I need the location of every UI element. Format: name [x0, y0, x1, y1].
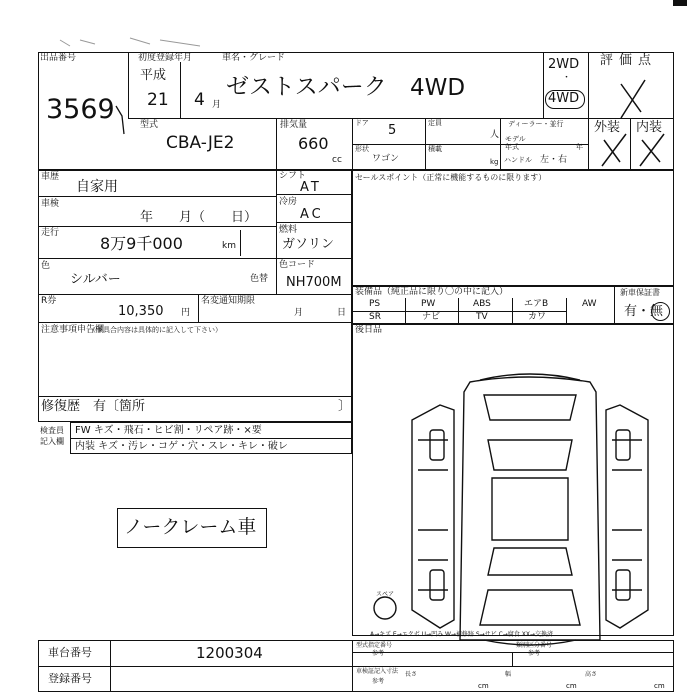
- handle-label: ハンドル: [504, 156, 532, 164]
- notes-sub: （不具合内容は具体的に記入して下さい）: [89, 326, 222, 334]
- repair-label: 修復歴 有〔箇所: [41, 399, 146, 414]
- length-unit: cm: [478, 682, 489, 690]
- reg-month: 4: [194, 90, 205, 110]
- height-unit: cm: [654, 682, 665, 690]
- fw-row: FW キズ・飛石・ヒビ割・リペア跡・×要: [75, 425, 262, 436]
- month-unit: 月: [212, 100, 222, 110]
- color-label: 色: [41, 261, 51, 271]
- notes-label: 注意事項申告欄: [41, 325, 105, 335]
- model-name: ゼストスパーク: [226, 74, 387, 100]
- load-label: 積載: [428, 145, 442, 153]
- displacement-label: 排気量: [280, 120, 308, 130]
- ac-value: AC: [300, 207, 324, 222]
- inspection-value: 年 月（ 日）: [140, 210, 258, 225]
- width-label: 幅: [505, 671, 512, 678]
- mileage-label: 走行: [41, 228, 60, 238]
- recycle-label: R券: [41, 296, 57, 306]
- rear-label: 後日品: [355, 325, 383, 335]
- equip-navi: ナビ: [422, 312, 441, 322]
- drive-type: 4WD: [410, 75, 466, 101]
- year-unit: 年: [576, 143, 583, 151]
- history-value: 自家用: [76, 179, 118, 195]
- color-code-value: NH700M: [286, 275, 342, 290]
- ref2: 参考: [528, 650, 541, 657]
- load-unit: kg: [490, 158, 499, 166]
- displacement-value: 660: [298, 134, 329, 153]
- color-value: シルバー: [70, 272, 121, 287]
- dealer-label: ディーラー・並行: [508, 120, 564, 128]
- opt-4wd: 4WD: [548, 91, 580, 106]
- equip-airbag: エアB: [524, 299, 549, 309]
- name-deadline-month: 月: [294, 308, 304, 318]
- ac-label: 冷房: [279, 197, 298, 207]
- shift-label: シフト: [279, 171, 307, 181]
- model-year-label: モデル 年式: [505, 135, 526, 151]
- shift-value: AT: [300, 180, 322, 195]
- inspector-label: 検査員 記入欄: [40, 426, 64, 446]
- sales-point-label: セールスポイント（正常に機能するものに限ります）: [355, 173, 547, 182]
- mileage-value: 8万9千000: [100, 234, 183, 253]
- equip-leather: カワ: [528, 312, 547, 322]
- lot-number: 3569: [46, 94, 115, 125]
- fuel-value: ガソリン: [282, 237, 335, 252]
- opt-dot: ・: [562, 73, 572, 83]
- recycle-value: 10,350: [118, 304, 164, 319]
- category-label: 類別区分番号: [516, 642, 553, 649]
- displacement-unit: cc: [332, 155, 342, 165]
- type-label: 型式: [140, 120, 159, 130]
- capacity-label: 定員: [428, 119, 442, 127]
- int-row: 内装 キズ・汚レ・コゲ・穴・スレ・キレ・破レ: [75, 441, 288, 452]
- repair-close: 〕: [338, 399, 352, 414]
- width-unit: cm: [566, 682, 577, 690]
- doors-label: ドア: [355, 119, 369, 127]
- warranty-label: 新車保証書: [620, 288, 660, 297]
- inspection-label: 車検: [41, 199, 60, 209]
- interior-label: 内装: [636, 120, 663, 135]
- fuel-label: 燃料: [279, 225, 298, 235]
- reg-label: 登録番号: [48, 672, 92, 685]
- color-code-label: 色コード: [279, 260, 316, 270]
- handle-value: 左・右: [540, 155, 568, 165]
- equipment-label: 装備品（純正品に限り〇の中に記入）: [355, 287, 509, 297]
- score-label: 評価点: [600, 53, 658, 68]
- length-label: 長さ: [405, 671, 418, 678]
- exterior-label: 外装: [594, 120, 621, 135]
- body-label: 形状: [355, 145, 369, 153]
- body-value: ワゴン: [372, 154, 400, 164]
- capacity-unit: 人: [490, 130, 500, 140]
- history-label: 車歴: [41, 172, 60, 182]
- dims-label: 車検証記入寸法: [356, 668, 399, 675]
- height-label: 高さ: [585, 671, 598, 678]
- damage-legend: A→キズ E→エクボ U→凹み W→補修跡 S→サビ C→腐食 XX→交換済: [370, 631, 553, 638]
- era: 平成: [140, 68, 167, 83]
- chassis-value: 1200304: [196, 644, 263, 662]
- type-value: CBA-JE2: [166, 133, 235, 153]
- equip-aw: AW: [582, 299, 597, 309]
- equip-pw: PW: [421, 299, 436, 309]
- name-deadline-day: 日: [337, 308, 347, 318]
- opt-2wd: 2WD: [548, 57, 580, 72]
- ref1: 参考: [372, 650, 385, 657]
- equip-sr: SR: [369, 312, 381, 322]
- model-label: 車名・グレード: [222, 53, 286, 63]
- chassis-label: 車台番号: [48, 646, 92, 659]
- first-reg-label: 初度登録年月: [138, 53, 193, 63]
- reg-year: 21: [147, 90, 169, 110]
- recycle-unit: 円: [181, 308, 191, 318]
- name-deadline-label: 名変通知期限: [201, 296, 256, 306]
- mileage-unit: km: [222, 241, 236, 251]
- spare-label: スペア: [376, 591, 395, 598]
- no-claim: ノークレーム車: [124, 516, 257, 538]
- warranty-value: 有・無: [624, 304, 664, 319]
- equip-abs: ABS: [473, 299, 491, 309]
- lot-label: 出品番号: [40, 53, 77, 63]
- repaint-label: 色替: [250, 274, 269, 284]
- ref3: 参考: [372, 678, 385, 685]
- equip-ps: PS: [369, 299, 381, 309]
- doors-value: 5: [388, 123, 397, 138]
- type-designation-label: 型式指定番号: [356, 642, 393, 649]
- equip-tv: TV: [476, 312, 488, 322]
